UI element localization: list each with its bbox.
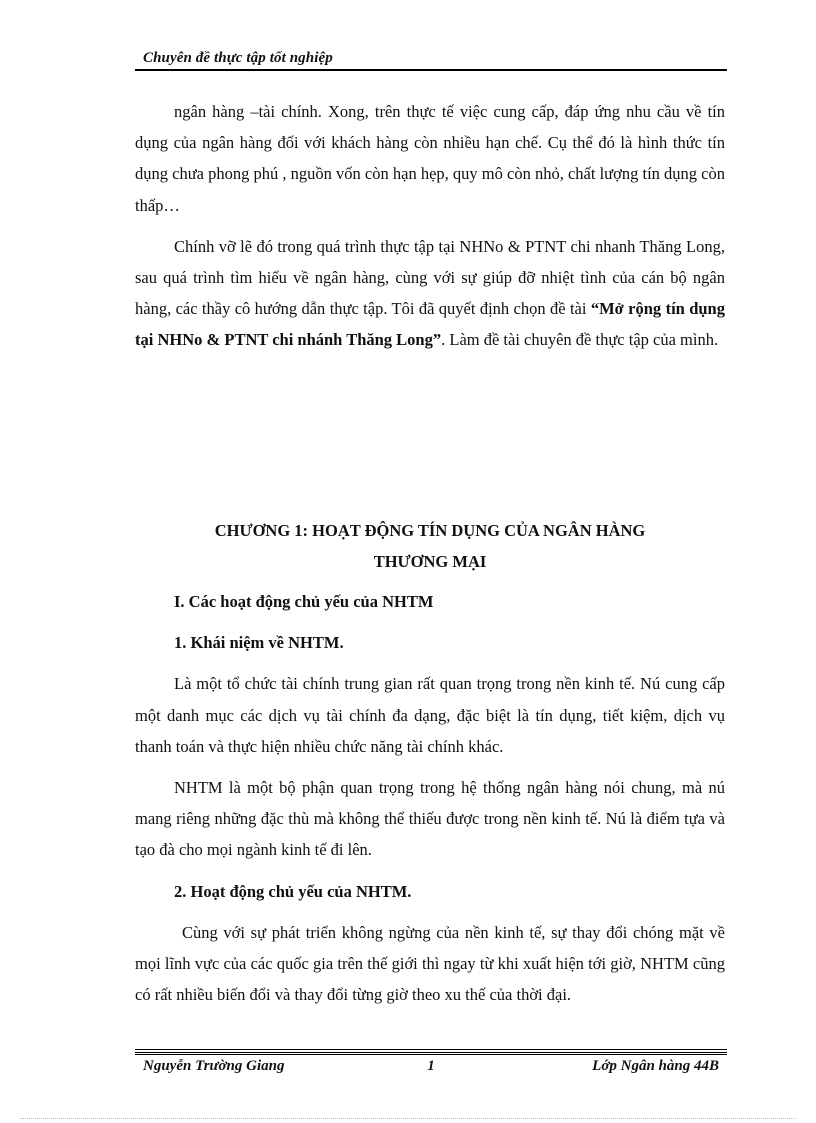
subsection-1-paragraph-2: NHTM là một bộ phận quan trọng trong hệ thống ngân hàng nói chung, mà nú mang riêng những đặc thù mà không thể thiếu được trong nền kinh tế. Nú là điểm tựa và tạo đà cho mọi ngành kinh tế đi lên. [135, 778, 725, 860]
subsection-2-heading: 2. Hoạt động chủ yếu của NHTM. [174, 881, 412, 901]
footer-page-number: 1 [427, 1058, 435, 1074]
subsection-2-paragraph-1: Cùng với sự phát triển không ngừng của nền kinh tế, sự thay đổi chóng mặt về mọi lĩnh vực của các quốc gia trên thế giới thì ngay từ khi xuất hiện tới giờ, NHTM cũng có rất nhiều biến đổi và thay đổi từng giờ theo xu thế của thời đại. [135, 922, 725, 1005]
intro-paragraph-2-text-a: Chính vỡ lẽ đó trong quá trình thực tập tại NHNo & PTNT chi nhanh Thăng Long, sau quá trình tìm hiểu về ngân hàng, cùng với sự giúp đỡ nhiệt tình của cán bộ ngân hàng, các thầy cô hướng dẫn thực tập. Tôi đã quyết định chọn đề tài [135, 236, 725, 319]
chapter-heading [135, 515, 725, 577]
section-1 [135, 586, 725, 1020]
page-header [135, 50, 727, 71]
intro-section [135, 96, 725, 366]
thesis-title: “Mở rộng tín dụng tại NHNo & PTNT chi nhánh Thăng Long” [135, 299, 725, 350]
subsection-1-paragraph-1: Là một tổ chức tài chính trung gian rất quan trọng trong nền kinh tế. Nú cung cấp một danh mục các dịch vụ tài chính đa dạng, đặc biệt là tín dụng, tiết kiệm, dịch vụ thanh toán và thực hiện nhiều chức năng tài chính khác. [135, 674, 725, 756]
subsection-1-heading: 1. Khái niệm về NHTM. [174, 633, 344, 653]
footer-author: Nguyễn Trường Giang [143, 1058, 285, 1074]
page-footer [135, 1049, 727, 1075]
intro-paragraph-2 [135, 231, 725, 356]
page-bottom-dotted-divider [20, 1118, 796, 1119]
section-1-heading: I. Các hoạt động chủ yếu của NHTM [174, 592, 434, 611]
intro-paragraph-2-text-b: . Làm đề tài chuyên đề thực tập của mình. [441, 330, 719, 350]
intro-paragraph-1: ngân hàng –tài chính. Xong, trên thực tế việc cung cấp, đáp ứng nhu cầu về tín dụng của ngân hàng đối với khách hàng còn nhiều hạn chế. Cụ thể đó là hình thức tín dụng chưa phong phú , nguồn vốn còn hạn hẹp, quy mô còn nhỏ, chất lượng tín dụng còn thấp… [135, 102, 725, 215]
chapter-heading-line-2: THƯƠNG MẠI [373, 552, 487, 571]
footer-class-name: Lớp Ngân hàng 44B [592, 1058, 719, 1074]
header-title: Chuyên đề thực tập tốt nghiệp [143, 50, 333, 66]
footer-row [135, 1055, 727, 1075]
footer-rule [135, 1049, 727, 1050]
chapter-heading-line-1: CHƯƠNG 1: HOẠT ĐỘNG TÍN DỤNG CỦA NGÂN HÀNG [214, 521, 646, 540]
